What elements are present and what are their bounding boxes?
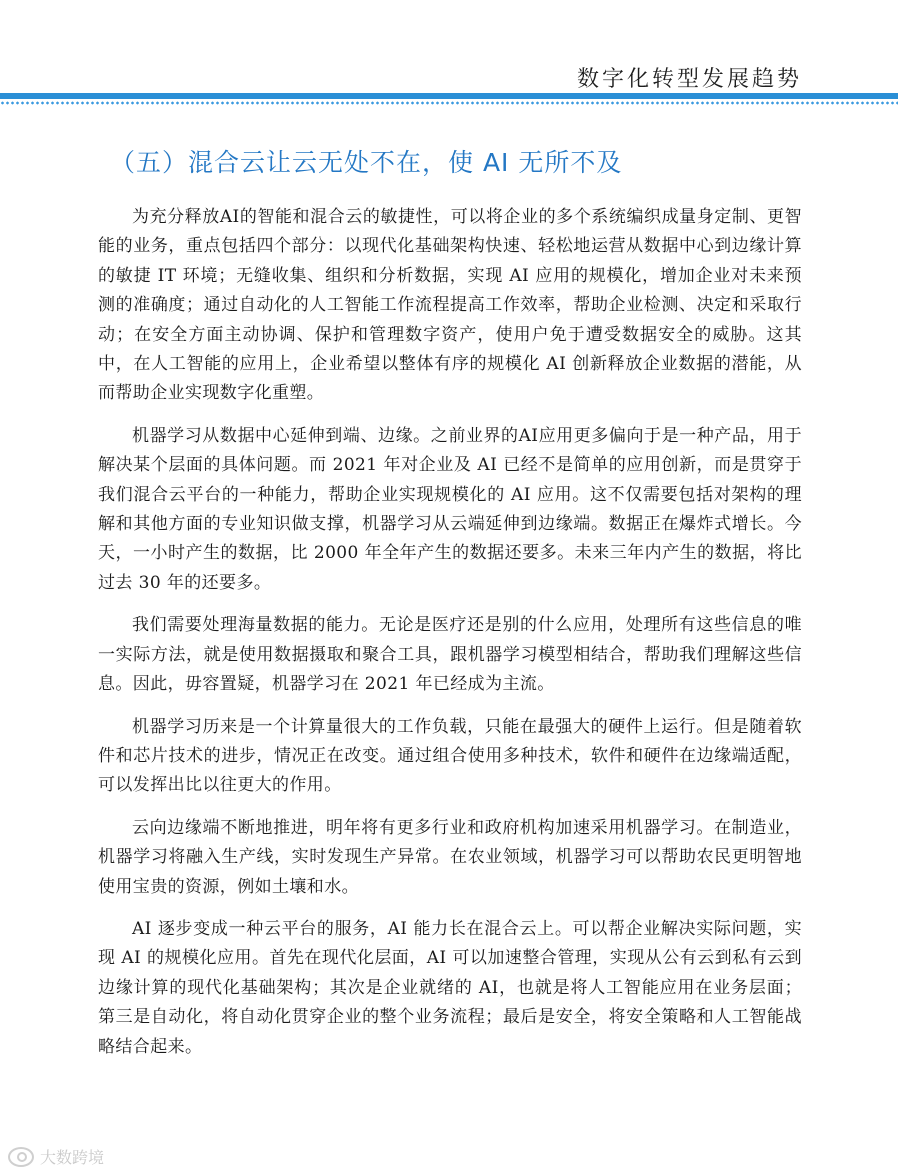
paragraph-1: 为充分释放AI的智能和混合云的敏捷性，可以将企业的多个系统编织成量身定制、更智能的业务，重点包括四个部分：以现代化基础架构快速、轻松地运营从数据中心到边缘计算的敏捷 IT 环境；无缝收集、组织和分析数据，实现 AI 应用的规模化，增加企业对未来预测的准确度；通过自动化的人工智能工作流程提高工作效率，帮助企业检测、决定和采取行动；在安全方面主动协调、保护和管理数字资产，使用户免于遭受数据安全的威胁。这其中，在人工智能的应用上，企业希望以整体有序的规模化 AI 创新释放企业数据的潜能，从而帮助企业实现数字化重塑。 [98, 207, 802, 404]
watermark-text: 大数跨境 [40, 1148, 105, 1167]
header-dotted-line [0, 101, 898, 105]
header-rule [0, 93, 898, 99]
paragraph-3: 我们需要处理海量数据的能力。无论是医疗还是别的什么应用，处理所有这些信息的唯一实际方法，就是使用数据摄取和聚合工具，跟机器学习模型相结合，帮助我们理解这些信息。因此，毋容置疑，机器学习在 2021 年已经成为主流。 [98, 615, 802, 695]
brand-logo-icon [8, 1147, 34, 1167]
paragraph-5: 云向边缘端不断地推进，明年将有更多行业和政府机构加速采用机器学习。在制造业，机器学习将融入生产线，实时发现生产异常。在农业领域，机器学习可以帮助农民更明智地使用宝贵的资源，例如土壤和水。 [98, 817, 802, 897]
paragraph-2: 机器学习从数据中心延伸到端、边缘。之前业界的AI应用更多偏向于是一种产品，用于解决某个层面的具体问题。而 2021 年对企业及 AI 已经不是简单的应用创新，而是贯穿于我们混合云平台的一种能力，帮助企业实现规模化的 AI 应用。这不仅需要包括对架构的理解和其他方面的专业知识做支撑，机器学习从云端延伸到边缘端。数据正在爆炸式增长。今天，一小时产生的数据，比 2000 年全年产生的数据还要多。未来三年内产生的数据，将比过去 30 年的还要多。 [98, 425, 802, 593]
paragraph-6: AI 逐步变成一种云平台的服务，AI 能力长在混合云上。可以帮企业解决实际问题，实现 AI 的规模化应用。首先在现代化层面，AI 可以加速整合管理，实现从公有云到私有云到边缘计算的现代化基础架构；其次是企业就绪的 AI，也就是将人工智能应用在业务层面；第三是自动化，将自动化贯穿企业的整个业务流程；最后是安全，将安全策略和人工智能战略结合起来。 [98, 918, 802, 1057]
body-text [98, 203, 802, 1075]
paragraph-4: 机器学习历来是一个计算量很大的工作负载，只能在最强大的硬件上运行。但是随着软件和芯片技术的进步，情况正在改变。通过组合使用多种技术，软件和硬件在边缘端适配，可以发挥出比以往更大的作用。 [98, 716, 802, 796]
watermark [8, 1145, 104, 1168]
running-header-title: 数字化转型发展趋势 [576, 67, 802, 92]
section-heading: （五）混合云让云无处不在，使 AI 无所不及 [110, 148, 623, 177]
